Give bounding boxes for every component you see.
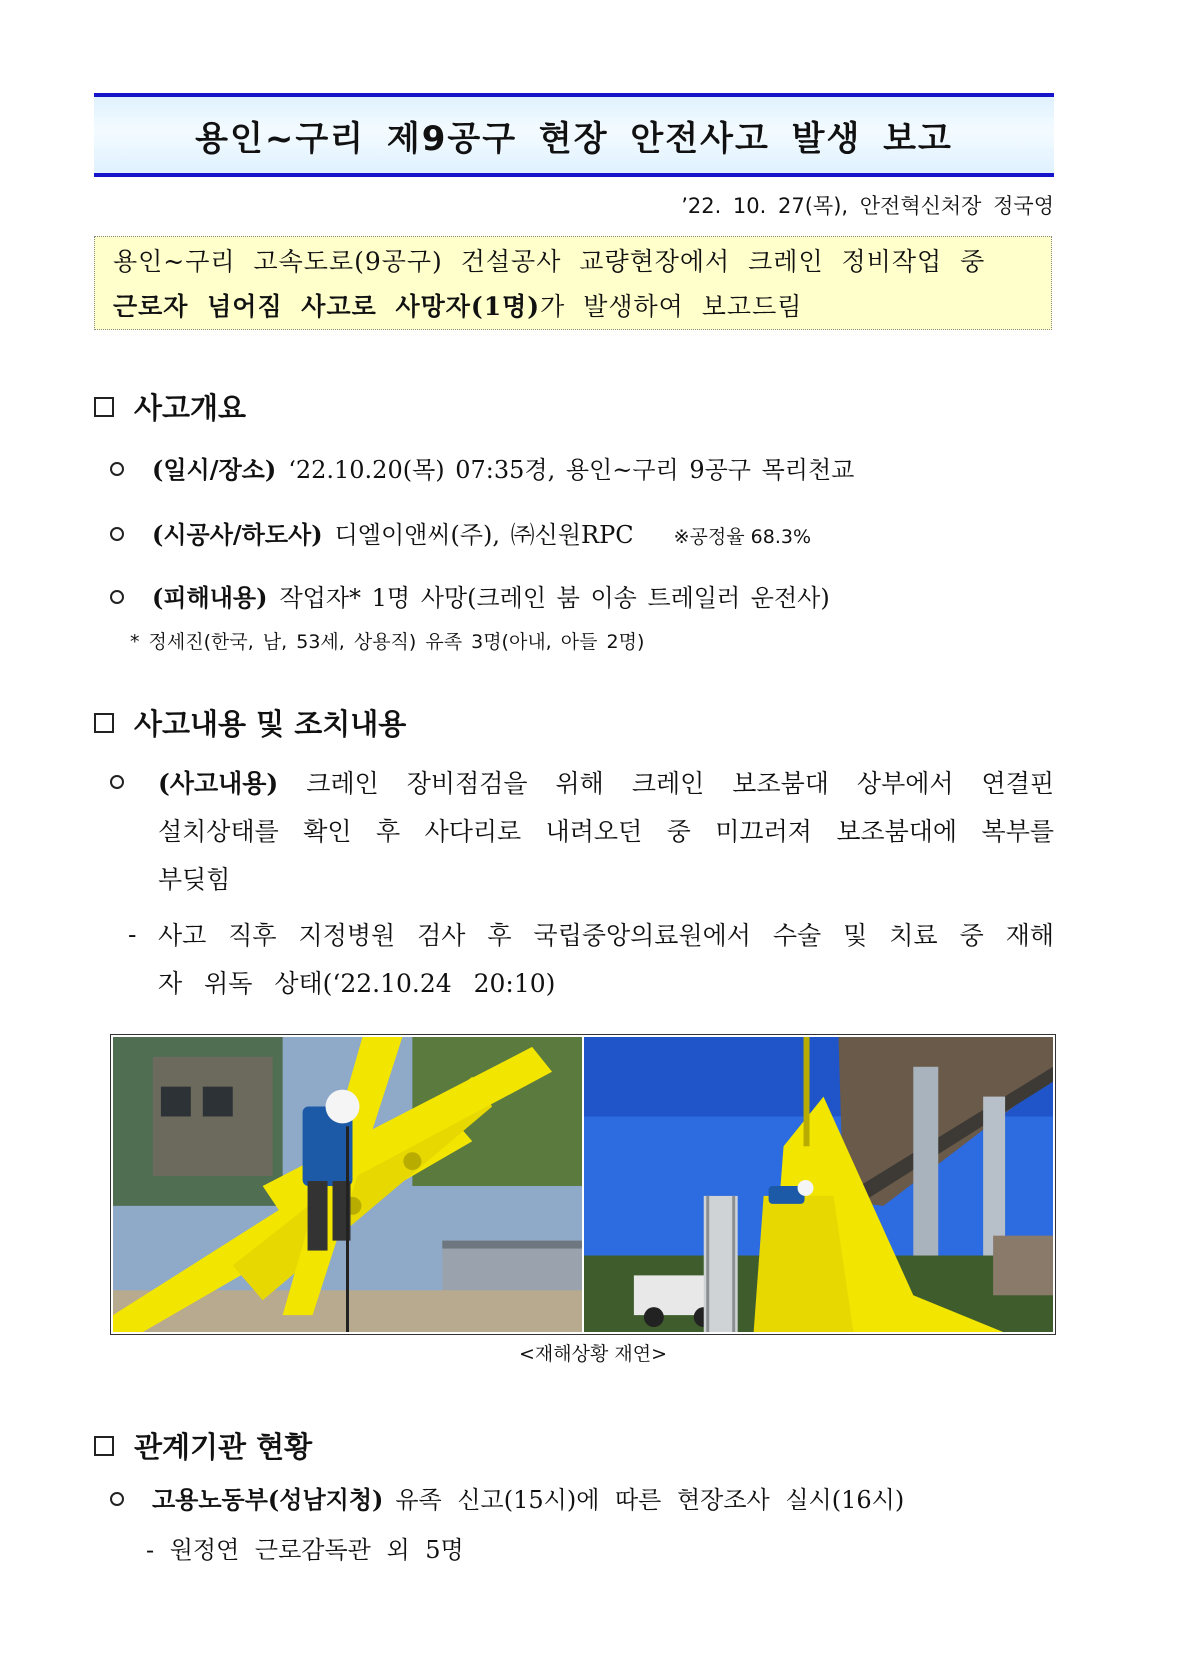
item-label: (시공사/하도사)	[152, 520, 323, 549]
inspector-text: 원정연 근로감독관 외 5명	[169, 1536, 464, 1564]
date-line: ’22. 10. 27(목), 안전혁신처장 정국영	[681, 194, 1054, 218]
overview-item-damage	[110, 578, 830, 613]
agency-dash-item	[146, 1530, 464, 1565]
square-bullet-icon	[94, 397, 114, 417]
item-label: (일시/장소)	[152, 455, 277, 484]
accident-photo-left	[113, 1037, 582, 1332]
circle-bullet-icon	[110, 462, 124, 476]
treatment-description: 사고 직후 지정병원 검사 후 국립중앙의료원에서 수술 및 치료 중 재해자 위독 상태(‘22.10.24 20:10)	[158, 921, 1054, 998]
overview-item-datetime	[110, 450, 854, 485]
dash-icon: -	[146, 1536, 170, 1564]
overview-item-contractor	[110, 515, 811, 550]
title-banner	[94, 93, 1054, 177]
summary-box	[94, 236, 1052, 330]
item-text: ‘22.10.20(목) 07:35경, 용인~구리 9공구 목리천교	[288, 456, 855, 484]
page-title: 용인~구리 제9공구 현장 안전사고 발생 보고	[195, 118, 953, 159]
accident-photo-right	[584, 1037, 1053, 1332]
photo-frame	[110, 1034, 1056, 1335]
item-text: 디엘이앤씨(주), ㈜신원RPC	[334, 521, 634, 549]
section-title: 사고내용 및 조치내용	[134, 707, 407, 741]
progress-note: ※공정율 68.3%	[673, 526, 812, 548]
square-bullet-icon	[94, 713, 114, 733]
summary-line-1: 용인~구리 고속도로(9공구) 건설공사 교량현장에서 크레인 정비작업 중	[113, 247, 986, 276]
item-text: 작업자* 1명 사망(크레인 붐 이송 트레일러 운전사)	[279, 584, 830, 612]
circle-bullet-icon	[110, 1492, 124, 1506]
circle-bullet-icon	[110, 590, 124, 604]
section-heading-overview	[94, 386, 246, 427]
section-title: 사고개요	[134, 391, 247, 425]
section-heading-details	[94, 702, 406, 743]
summary-line-2	[113, 284, 1051, 329]
accident-description	[158, 760, 1054, 910]
item-label: (피해내용)	[152, 583, 268, 612]
square-bullet-icon	[94, 1436, 114, 1456]
item-text: 크레인 장비점검을 위해 크레인 보조붐대 상부에서 연결핀 설치상태를 확인 후 사다리로 내려오던 중 미끄러져 보조붐대에 복부를 부딪힘	[158, 769, 1054, 894]
item-label: (사고내용)	[158, 769, 279, 798]
item-label: 고용노동부(성남지청)	[152, 1485, 384, 1514]
dash-icon: -	[128, 920, 137, 949]
item-text: 유족 신고(15시)에 따른 현장조사 실시(16시)	[395, 1486, 905, 1514]
section-heading-agencies	[94, 1425, 312, 1466]
photo-caption: <재해상황 재연>	[518, 1343, 667, 1365]
summary-bold: 근로자 넘어짐 사고로 사망자(1명)	[113, 292, 541, 321]
summary-rest: 가 발생하여 보고드림	[540, 292, 803, 321]
section-title: 관계기관 현황	[134, 1430, 313, 1464]
circle-bullet-icon	[110, 527, 124, 541]
circle-bullet-icon	[110, 775, 124, 789]
agency-item	[110, 1480, 904, 1515]
victim-note: * 정세진(한국, 남, 53세, 상용직) 유족 3명(아내, 아들 2명)	[130, 631, 645, 653]
